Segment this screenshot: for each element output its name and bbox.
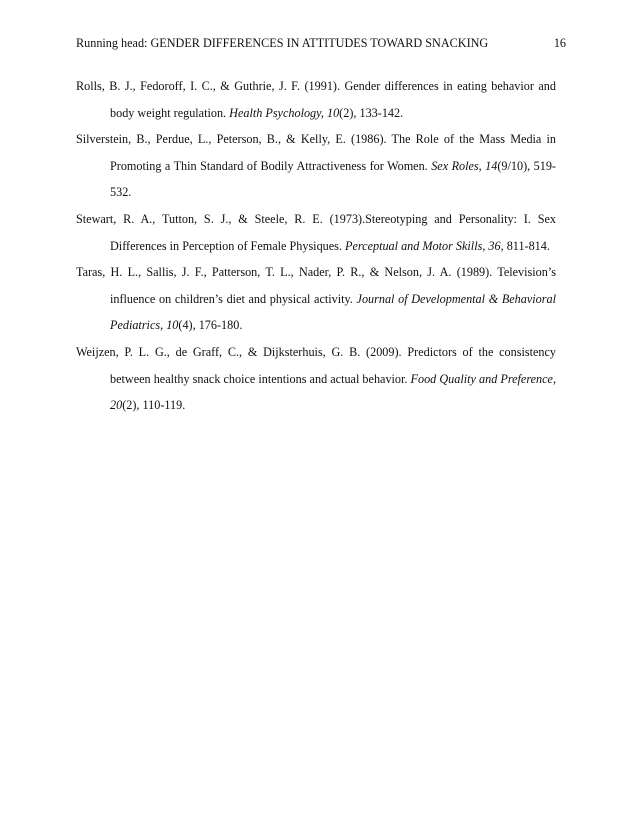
reference-source: Food Quality and Preference, 20: [110, 371, 556, 413]
reference-pages: (4), 176-180.: [178, 318, 243, 333]
reference-source: Perceptual and Motor Skills, 36,: [345, 238, 504, 253]
reference-entry: [76, 206, 556, 259]
reference-source: Journal of Developmental & Behavioral Pediatrics, 10: [110, 291, 556, 333]
reference-text: Stewart, R. A., Tutton, S. J., & Steele, R. E. (1973).Stereotyping and Personality: I. Sex Differences in Perception of Female Physiques.: [76, 211, 556, 253]
reference-pages: (9/10), 519-532.: [110, 158, 556, 200]
reference-text: Weijzen, P. L. G., de Graff, C., & Dijksterhuis, G. B. (2009). Predictors of the consistency between healthy snack choice intentions and actual behavior.: [76, 344, 556, 386]
running-head-title: Running head: GENDER DIFFERENCES IN ATTITUDES TOWARD SNACKING: [76, 36, 489, 50]
reference-list: [76, 73, 556, 419]
reference-text: Rolls, B. J., Fedoroff, I. C., & Guthrie, J. F. (1991). Gender differences in eating behavior and body weight regulation.: [76, 79, 556, 120]
reference-pages: (2), 133-142.: [339, 105, 404, 120]
reference-entry: [76, 126, 556, 206]
running-header: [76, 36, 566, 54]
page-number: 16: [553, 36, 566, 50]
reference-pages: 811-814.: [503, 238, 550, 253]
reference-entry: [76, 339, 556, 419]
reference-entry: [76, 259, 556, 339]
reference-source: Health Psychology, 10: [229, 105, 340, 120]
reference-text: Taras, H. L., Sallis, J. F., Patterson, T. L., Nader, P. R., & Nelson, J. A. (1989). Television’s influence on children’s diet and physical activity.: [76, 265, 556, 306]
reference-pages: (2), 110-119.: [122, 398, 186, 413]
reference-entry: [76, 73, 556, 126]
reference-text: Silverstein, B., Perdue, L., Peterson, B., & Kelly, E. (1986). The Role of the Mass Media in Promoting a Thin Standard of Bodily Attractiveness for Women.: [76, 132, 556, 173]
reference-source: Sex Roles, 14: [431, 158, 498, 173]
